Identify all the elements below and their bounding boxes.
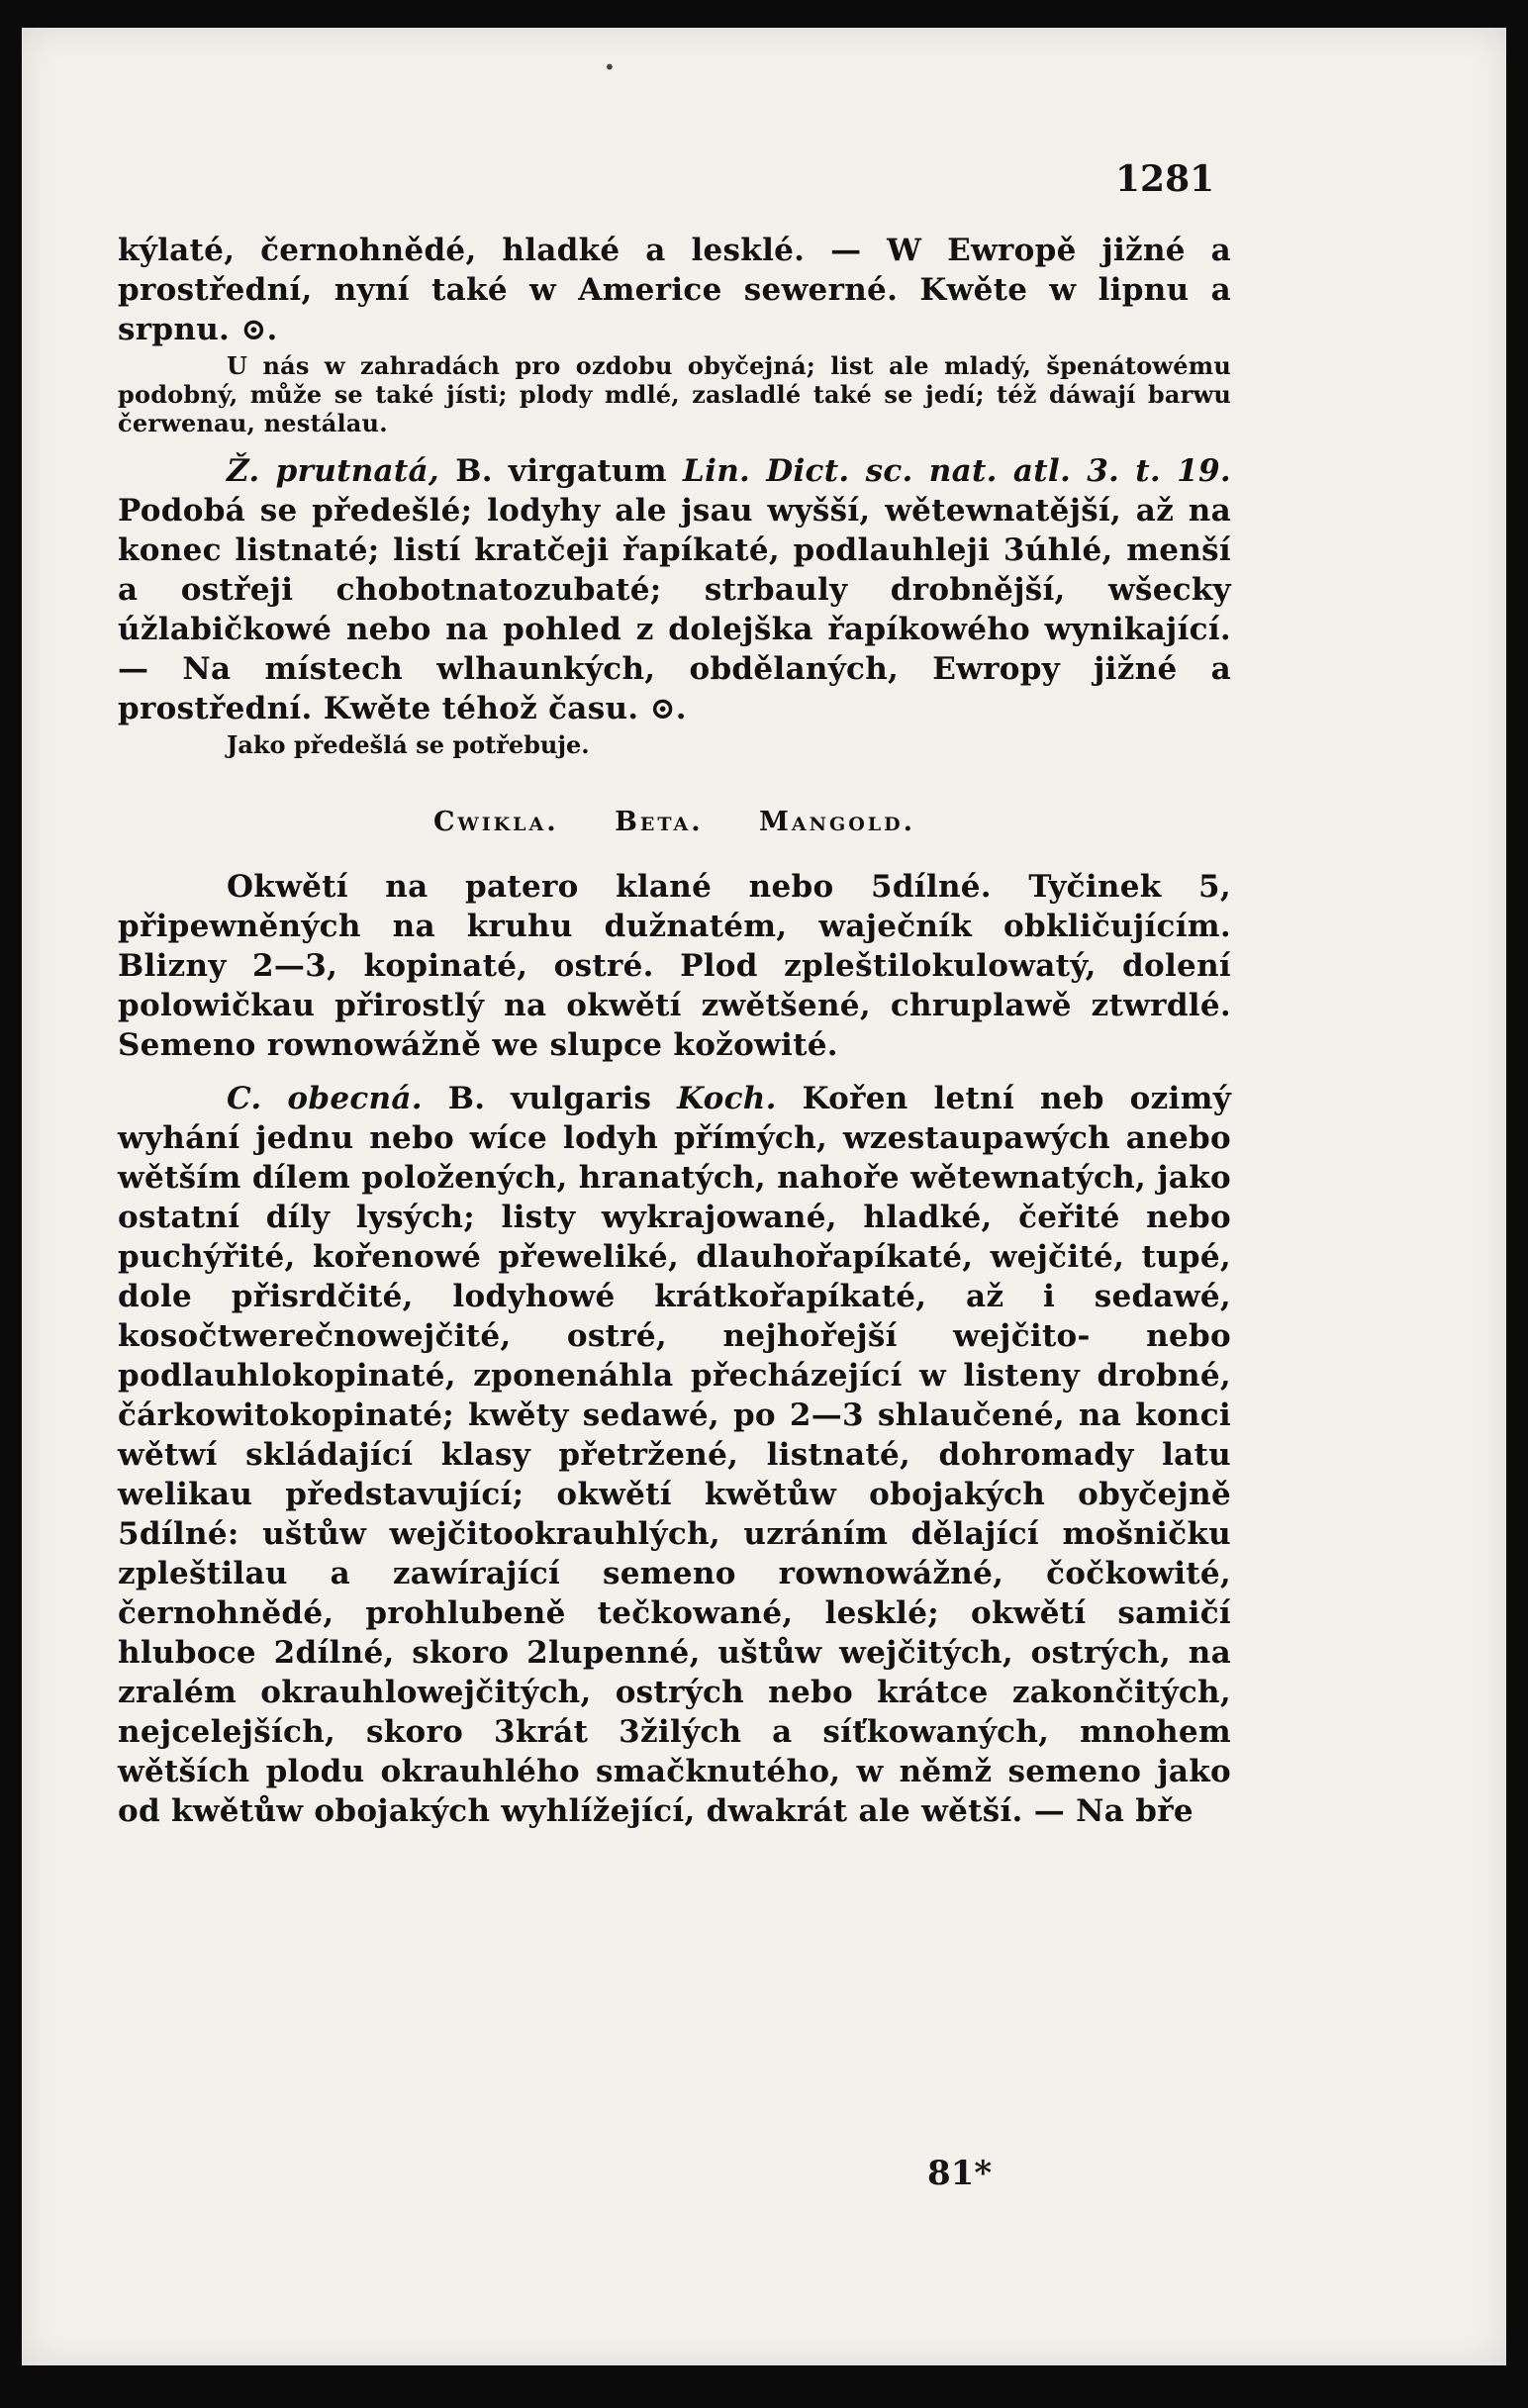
genus-heading-latin: Beta.	[615, 807, 704, 837]
species2-latin: B. vulgaris	[447, 1081, 652, 1116]
species2-author: Koch.	[677, 1081, 777, 1116]
paragraph-4-note: Jako předešlá se potřebuje.	[227, 730, 590, 759]
paragraph-2-note: U nás w zahradách pro ozdobu obyčejná; list ale mladý, špenátowému podobný, může se také jísti; plody mdlé, zasladlé také se jedí; též dáwají barwu čerwenau, nestálau.	[118, 351, 1231, 437]
paragraph-3-species	[118, 451, 1231, 728]
species-name: Ž. prutnatá,	[227, 453, 440, 489]
top-mark: •	[604, 55, 616, 79]
species2-description: Kořen letní neb ozimý wyhání jednu nebo wíce lodyh přímých, wzestaupawých anebo wětším dílem položených, hranatých, nahoře wětewnatých, jako ostatní díly lysých; listy wykrajowané, hladké, čeřité nebo puchýřité, kořenowé přeweliké, dlauhořapíkaté, wejčité, tupé, dole přisrdčité, lodyhowé krátkořapíkaté, až i sedawé, kosočtwerečnowejčité, ostré, nejhořejší wejčito- nebo podlauhlokopinaté, zponenáhla přecházející w listeny drobné, čárkowitokopinaté; kwěty sedawé, po 2—3 shlaučené, na konci wětwí skládající klasy přetržené, listnaté, dohromady latu welikau představující; okwětí kwětůw obojakých obyčejně 5dílné: uštůw wejčitookrauhlých, uzráním dělající mošničku zpleštilau a zawírající semeno rownowážné, čočkowité, černohnědé, prohlubeně tečkowané, lesklé; okwětí samičí hluboce 2dílné, skoro 2lupenné, uštůw wejčitých, ostrých, na zralém okrauhlowejčitých, ostrých nebo krátce zakončitých, nejcelejších, skoro 3krát 3žilých a síťkowaných, mnohem wětších plodu okrauhlého smačknutého, w němž semeno jako od kwětůw obojakých wyhlížející, dwakrát ale wětší. — Na bře	[118, 1081, 1232, 1829]
genus-heading-czech: Cwikla.	[432, 807, 559, 837]
book-page	[22, 28, 1506, 2365]
page-content	[118, 231, 1231, 1831]
genus-heading-german: Mangold.	[759, 807, 916, 837]
species-latin: B. virgatum	[455, 453, 667, 489]
species-reference: Lin. Dict. sc. nat. atl. 3. t. 19.	[683, 453, 1232, 489]
paragraph-1: kýlaté, černohnědé, hladké a lesklé. — W Ewropě jižné a prostřední, nyní také w Americe sewerné. Kwěte w lipnu a srpnu. ⊙.	[118, 233, 1231, 347]
genus-heading	[118, 807, 1231, 837]
species-description: Podobá se předešlé; lodyhy ale jsau wyšší, wětewnatější, až na konec listnaté; listí kratčeji řapíkaté, podlauhleji 3úhlé, menší a ostřeji chobotnatozubaté; strbauly drobnější, wšecky úžlabičkowé nebo na pohled z dolejška řapíkowého wynikající. — Na místech wlhaunkých, obdělaných, Ewropy jižné a prostřední. Kwěte téhož času. ⊙.	[118, 493, 1231, 726]
signature-mark: 81*	[927, 2154, 993, 2193]
page-number: 1281	[1115, 158, 1215, 200]
paragraph-6-species	[118, 1079, 1231, 1831]
paragraph-5-genus-description: Okwětí na patero klané nebo 5dílné. Tyčinek 5, připewněných na kruhu dužnatém, waječník obkličujícím. Blizny 2—3, kopinaté, ostré. Plod zpleštilokulowatý, dolení polowičkau přirostlý na okwětí zwětšené, chruplawě ztwrdlé. Semeno rownowážně we slupce kožowité.	[118, 869, 1231, 1063]
species2-name: C. obecná.	[227, 1081, 423, 1116]
